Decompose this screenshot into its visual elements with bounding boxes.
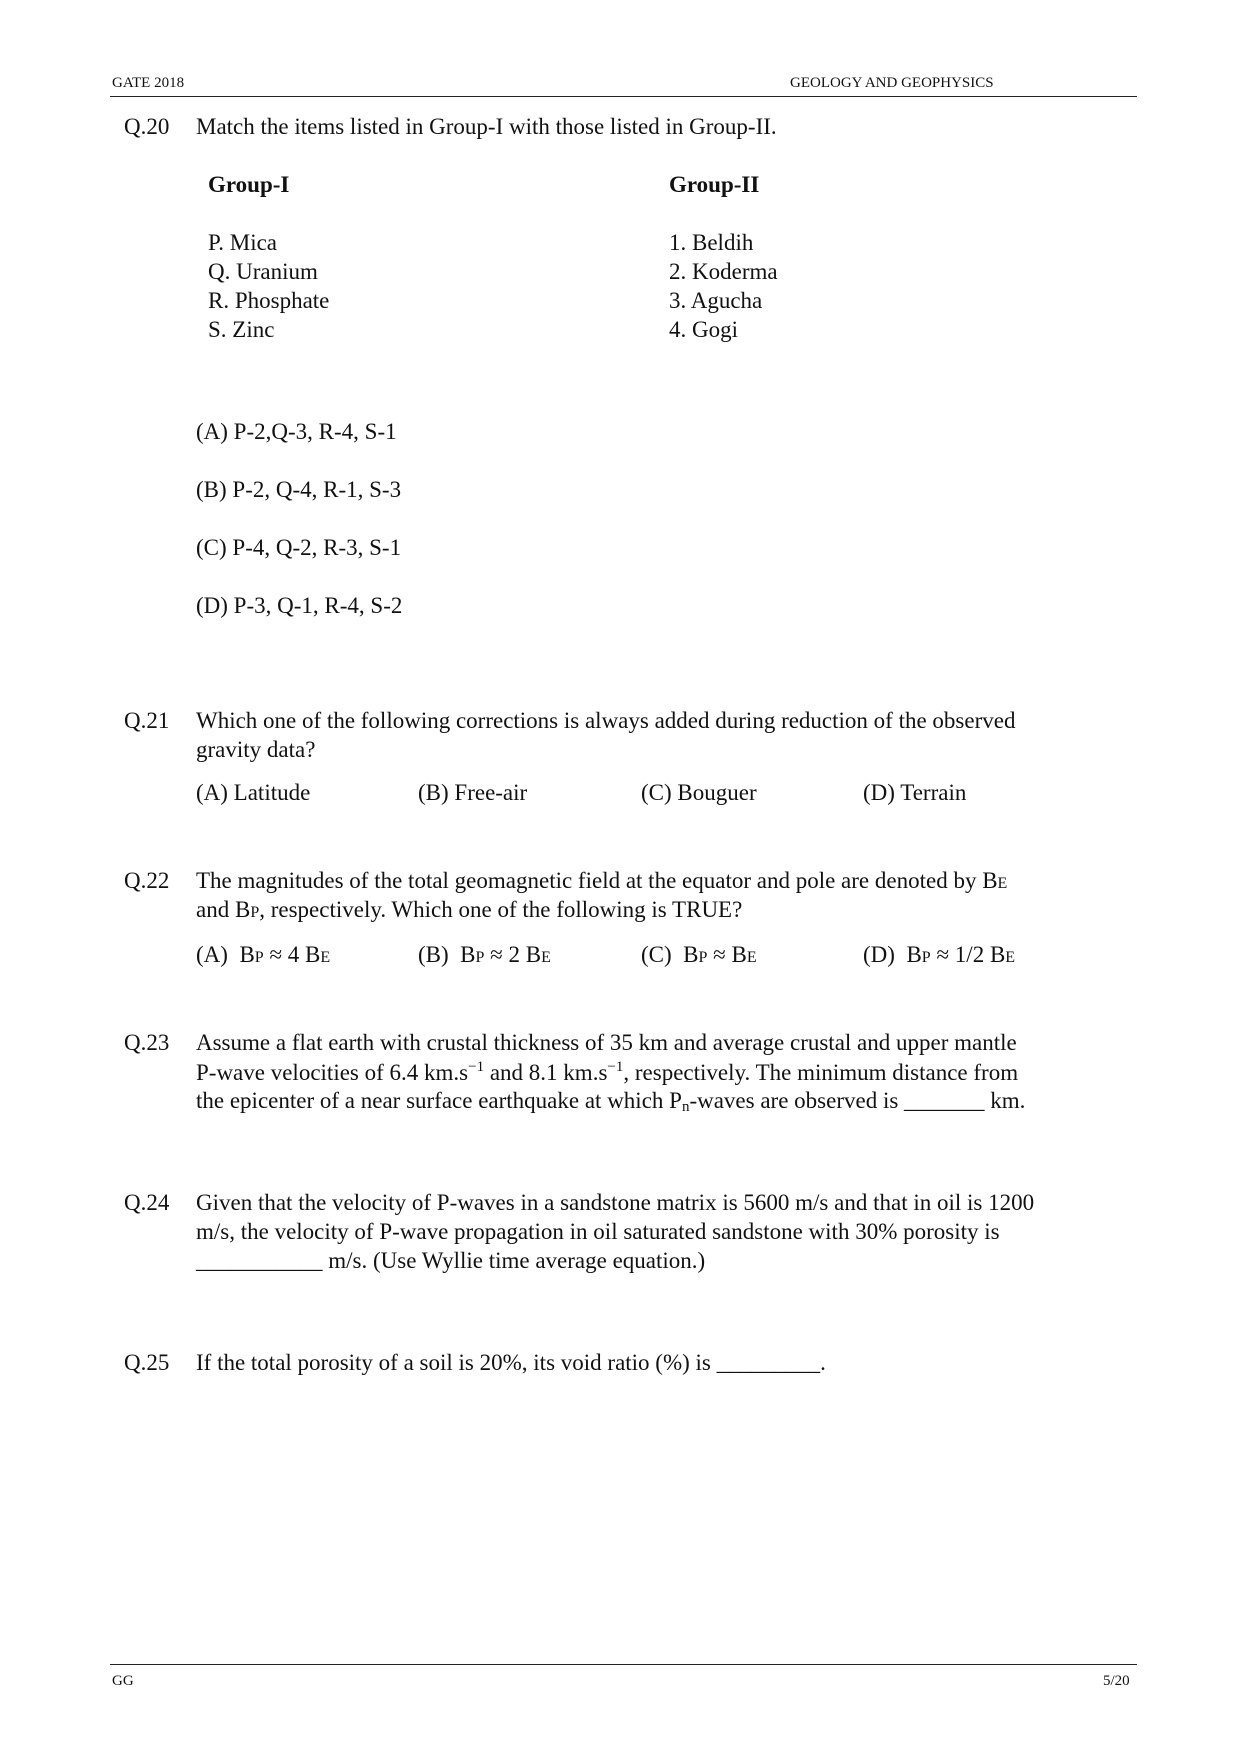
option-b: (B) P-2, Q-4, R-1, S-3 bbox=[196, 477, 402, 502]
question-text-line: Given that the velocity of P-waves in a sandstone matrix is 5600 m/s and that in oil is 1200 bbox=[196, 1190, 1035, 1215]
header-left: GATE 2018 bbox=[112, 75, 185, 91]
question-text-line: ___________ m/s. (Use Wyllie time average equation.) bbox=[196, 1248, 706, 1273]
option-c: (C) Bouguer bbox=[641, 780, 757, 805]
group-2-item: 3. Agucha bbox=[669, 288, 763, 313]
group-1-item: Q. Uranium bbox=[208, 259, 318, 284]
header-rule bbox=[110, 96, 1137, 97]
page-number: 5/20 bbox=[1103, 1673, 1130, 1689]
question-text-line: gravity data? bbox=[196, 737, 316, 762]
question-text-line: Which one of the following corrections is always added during reduction of the observed bbox=[196, 708, 1016, 733]
question-text-line: Assume a flat earth with crustal thickness of 35 km and average crustal and upper mantle bbox=[196, 1030, 1017, 1055]
question-text-line: the epicenter of a near surface earthquake at which $P_n$-waves are observed is _______ km. bbox=[196, 1088, 1026, 1115]
group-2-item: 4. Gogi bbox=[669, 317, 738, 342]
question-number: Q.24 bbox=[124, 1190, 170, 1215]
question-number: Q.23 bbox=[124, 1030, 170, 1055]
option-c: (C) P-4, Q-2, R-3, S-1 bbox=[196, 535, 402, 560]
group-1-title: Group-I bbox=[208, 172, 290, 197]
question-number: Q.22 bbox=[124, 868, 170, 893]
group-1-item: R. Phosphate bbox=[208, 288, 330, 313]
question-number: Q.25 bbox=[124, 1350, 170, 1375]
group-1-item: S. Zinc bbox=[208, 317, 275, 342]
question-text: Match the items listed in Group-I with those listed in Group-II. bbox=[196, 114, 777, 139]
group-2-title: Group-II bbox=[669, 172, 760, 197]
option-d: (D) P-3, Q-1, R-4, S-2 bbox=[196, 593, 403, 618]
option-a: (A) Latitude bbox=[196, 780, 311, 805]
option-b: (B) BP ≈ 2 BE bbox=[418, 942, 551, 967]
question-number: Q.21 bbox=[124, 708, 170, 733]
footer-rule bbox=[110, 1664, 1137, 1665]
option-c: (C) BP ≈ BE bbox=[641, 942, 757, 967]
question-text-line: The magnitudes of the total geomagnetic field at the equator and pole are denoted by BE bbox=[196, 868, 1008, 893]
question-text: If the total porosity of a soil is 20%, its void ratio (%) is _________. bbox=[196, 1350, 826, 1375]
group-2-item: 2. Koderma bbox=[669, 259, 778, 284]
option-d: (D) BP ≈ 1/2 BE bbox=[863, 942, 1016, 967]
header-right: GEOLOGY AND GEOPHYSICS bbox=[790, 75, 994, 91]
question-number: Q.20 bbox=[124, 114, 170, 139]
option-d: (D) Terrain bbox=[863, 780, 967, 805]
footer-left: GG bbox=[112, 1673, 134, 1689]
group-2-item: 1. Beldih bbox=[669, 230, 754, 255]
option-a: (A) P-2,Q-3, R-4, S-1 bbox=[196, 419, 397, 444]
group-1-item: P. Mica bbox=[208, 230, 277, 255]
option-a: (A) BP ≈ 4 BE bbox=[196, 942, 331, 967]
question-text-line: P-wave velocities of 6.4 $km.s^{-1}$ and 8.1 $km.s^{-1}$, respectively. The minimum distance from bbox=[196, 1059, 1019, 1085]
question-text-line: m/s, the velocity of P-wave propagation in oil saturated sandstone with 30% porosity is bbox=[196, 1219, 1000, 1244]
option-b: (B) Free-air bbox=[418, 780, 528, 805]
question-text-line: and BP, respectively. Which one of the following is TRUE? bbox=[196, 897, 743, 922]
